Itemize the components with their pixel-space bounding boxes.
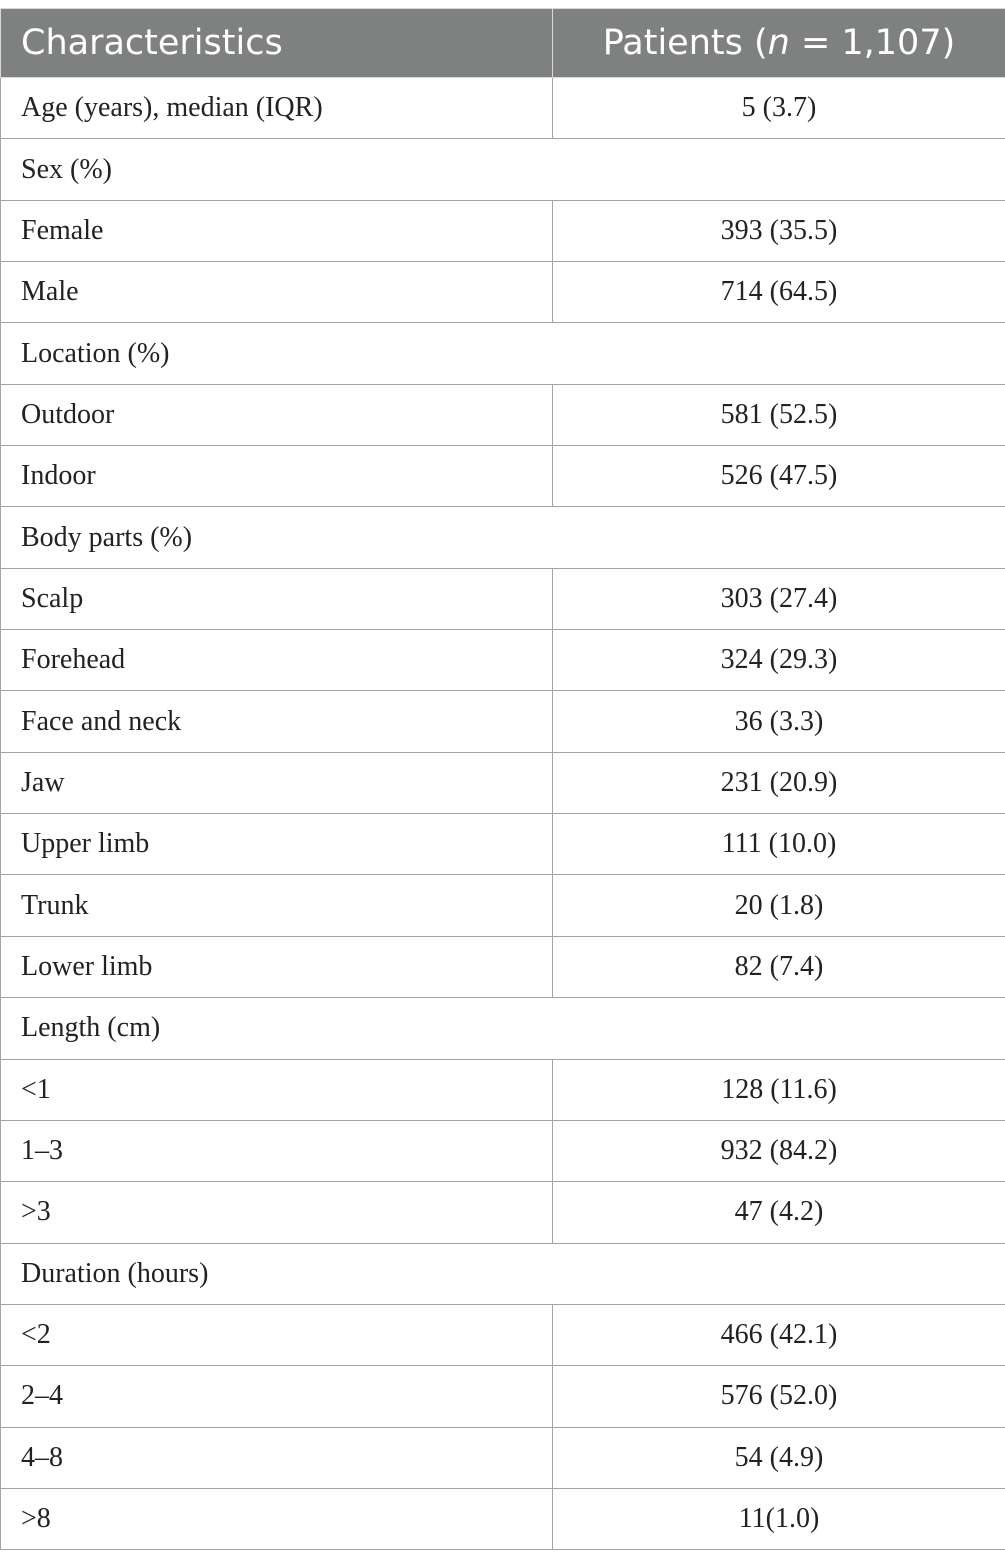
row-label: 1–3 — [1, 1120, 553, 1181]
header-patients — [553, 9, 1005, 78]
section-row — [1, 323, 1005, 384]
row-value: 82 (7.4) — [553, 936, 1005, 997]
table-row — [1, 1304, 1005, 1365]
row-label: Upper limb — [1, 814, 553, 875]
row-value: 303 (27.4) — [553, 568, 1005, 629]
table-row — [1, 630, 1005, 691]
header-characteristics: Characteristics — [1, 9, 553, 78]
row-value: 20 (1.8) — [553, 875, 1005, 936]
row-value: 393 (35.5) — [553, 200, 1005, 261]
table-row — [1, 200, 1005, 261]
header-patients-prefix: Patients ( — [602, 23, 768, 63]
row-label: 2–4 — [1, 1366, 553, 1427]
header-patients-suffix: = 1,107) — [789, 23, 956, 63]
row-value: 714 (64.5) — [553, 262, 1005, 323]
table-row — [1, 1427, 1005, 1488]
section-label: Length (cm) — [1, 998, 1005, 1059]
row-label: Age (years), median (IQR) — [1, 78, 553, 139]
row-label: Forehead — [1, 630, 553, 691]
row-label: <2 — [1, 1304, 553, 1365]
row-value: 47 (4.2) — [553, 1182, 1005, 1243]
row-label: Scalp — [1, 568, 553, 629]
row-value: 54 (4.9) — [553, 1427, 1005, 1488]
row-value: 932 (84.2) — [553, 1120, 1005, 1181]
section-label: Body parts (%) — [1, 507, 1005, 568]
row-label: 4–8 — [1, 1427, 553, 1488]
section-row — [1, 139, 1005, 200]
table-row — [1, 936, 1005, 997]
table-row — [1, 691, 1005, 752]
table-row — [1, 78, 1005, 139]
table-row — [1, 446, 1005, 507]
row-value: 5 (3.7) — [553, 78, 1005, 139]
table-row — [1, 384, 1005, 445]
row-value: 11(1.0) — [553, 1488, 1005, 1549]
row-value: 324 (29.3) — [553, 630, 1005, 691]
row-value: 526 (47.5) — [553, 446, 1005, 507]
row-label: Indoor — [1, 446, 553, 507]
row-label: Lower limb — [1, 936, 553, 997]
row-label: <1 — [1, 1059, 553, 1120]
table-row — [1, 875, 1005, 936]
header-patients-n: n — [767, 23, 790, 63]
table-row — [1, 262, 1005, 323]
section-row — [1, 1243, 1005, 1304]
table-header — [1, 9, 1005, 78]
table-row — [1, 1059, 1005, 1120]
row-value: 111 (10.0) — [553, 814, 1005, 875]
row-value: 36 (3.3) — [553, 691, 1005, 752]
table-row — [1, 1120, 1005, 1181]
row-label: >3 — [1, 1182, 553, 1243]
row-label: Outdoor — [1, 384, 553, 445]
row-value: 128 (11.6) — [553, 1059, 1005, 1120]
row-value: 576 (52.0) — [553, 1366, 1005, 1427]
table-row — [1, 1488, 1005, 1549]
patient-characteristics-table — [0, 8, 1005, 1550]
row-value: 231 (20.9) — [553, 752, 1005, 813]
table-row — [1, 1366, 1005, 1427]
table-row — [1, 1182, 1005, 1243]
row-label: >8 — [1, 1488, 553, 1549]
row-label: Female — [1, 200, 553, 261]
section-row — [1, 998, 1005, 1059]
row-label: Male — [1, 262, 553, 323]
table-row — [1, 568, 1005, 629]
section-row — [1, 507, 1005, 568]
table-row — [1, 814, 1005, 875]
section-label: Duration (hours) — [1, 1243, 1005, 1304]
row-label: Jaw — [1, 752, 553, 813]
table-body — [1, 78, 1005, 1550]
section-label: Sex (%) — [1, 139, 1005, 200]
section-label: Location (%) — [1, 323, 1005, 384]
table-row — [1, 752, 1005, 813]
row-label: Face and neck — [1, 691, 553, 752]
header-row — [1, 9, 1005, 78]
row-label: Trunk — [1, 875, 553, 936]
row-value: 466 (42.1) — [553, 1304, 1005, 1365]
row-value: 581 (52.5) — [553, 384, 1005, 445]
